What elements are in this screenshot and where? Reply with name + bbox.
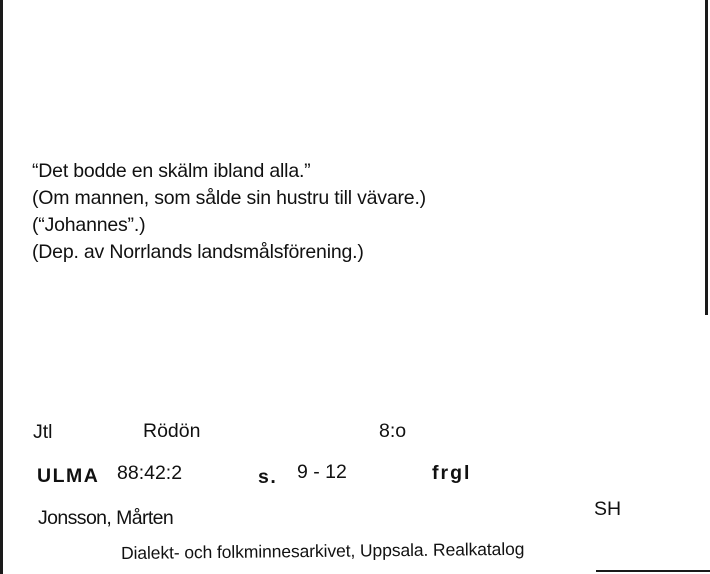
page-label: s.	[258, 466, 278, 488]
card-right-edge	[705, 0, 708, 315]
format-code: 8:o	[379, 420, 407, 442]
collector-name: Jonsson, Mårten	[38, 507, 174, 529]
description-alt-title: (“Johannes”.)	[32, 214, 146, 236]
parish-name: Rödön	[143, 420, 201, 442]
archive-number: 88:42:2	[117, 462, 183, 484]
card-left-edge	[0, 0, 3, 574]
archive-footer: Dialekt- och folkminnesarkivet, Uppsala. Realkatalog	[120, 538, 525, 563]
region-code: Jtl	[33, 421, 53, 443]
card-bottom-edge	[596, 570, 710, 572]
description-deposit: (Dep. av Norrlands landsmålsförening.)	[32, 241, 364, 263]
description-note: (Om mannen, som sålde sin hustru till vävare.)	[32, 187, 426, 209]
description-title: “Det bodde en skälm ibland alla.”	[32, 160, 311, 182]
archive-label: ULMA	[37, 465, 100, 487]
initials: SH	[594, 498, 622, 520]
category-code: frgl	[432, 462, 472, 484]
page-range: 9 - 12	[297, 461, 347, 483]
description-block	[32, 158, 426, 266]
